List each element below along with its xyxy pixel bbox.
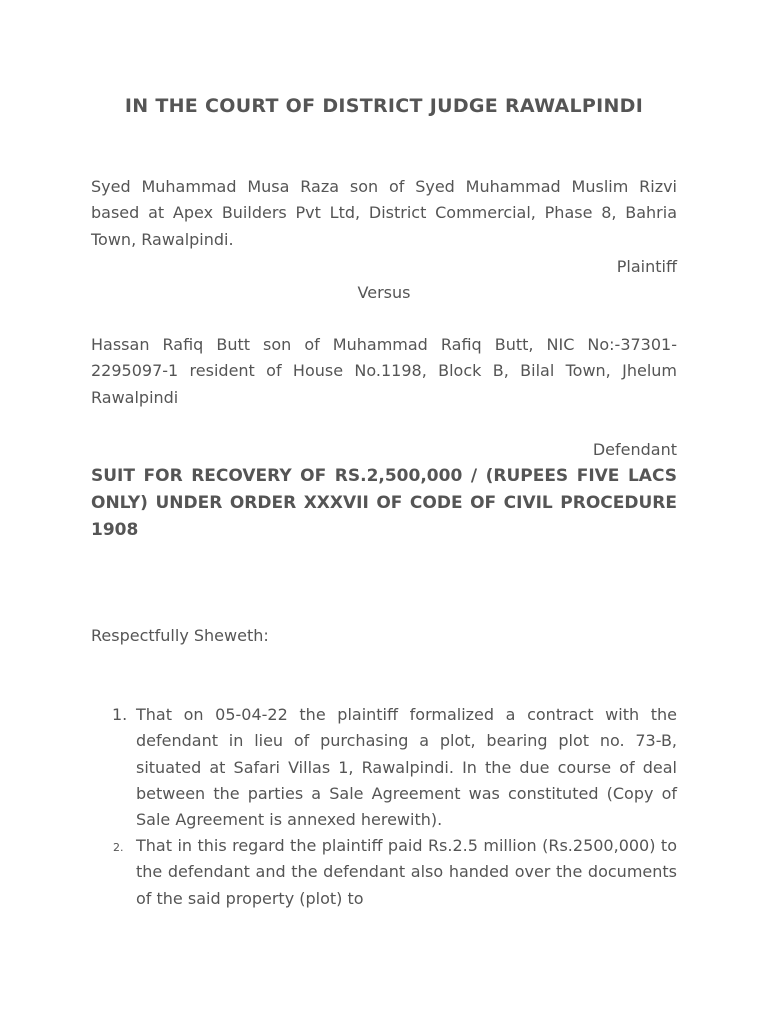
defendant-details: Hassan Rafiq Butt son of Muhammad Rafiq Butt, NIC No:-37301-2295097-1 resident of House No.1198, Block B, Bilal Town, Jhelum Rawalpindi (91, 335, 677, 407)
list-item-number: 1. (112, 705, 128, 724)
plaintiff-label: Plaintiff (616, 257, 677, 276)
court-title: IN THE COURT OF DISTRICT JUDGE RAWALPINDI (124, 95, 644, 117)
list-item-text: That on 05-04-22 the plaintiff formalized a contract with the defendant in lieu of purchasing a plot, bearing plot no. 73-B, situated at Safari Villas 1, Rawalpindi. In the due course of deal between the parties a Sale Agreement was constituted (Copy of Sale Agreement is annexed herewith). (136, 705, 677, 830)
list-item-text: That in this regard the plaintiff paid Rs.2.5 million (Rs.2500,000) to the defendant and the defendant also handed over the documents of the said property (plot) to (136, 836, 677, 908)
defendant-label: Defendant (592, 440, 677, 459)
suit-subject-heading: SUIT FOR RECOVERY OF RS.2,500,000 / (RUPEES FIVE LACS ONLY) UNDER ORDER XXXVII OF CODE OF CIVIL PROCEDURE 1908 (91, 466, 677, 540)
plaintiff-details: Syed Muhammad Musa Raza son of Syed Muhammad Muslim Rizvi based at Apex Builders Pvt Ltd, District Commercial, Phase 8, Bahria Town, Rawalpindi. (91, 177, 677, 249)
versus-label: Versus (357, 283, 411, 302)
list-item-number: 2. (113, 841, 124, 854)
salutation: Respectfully Sheweth: (91, 626, 269, 645)
